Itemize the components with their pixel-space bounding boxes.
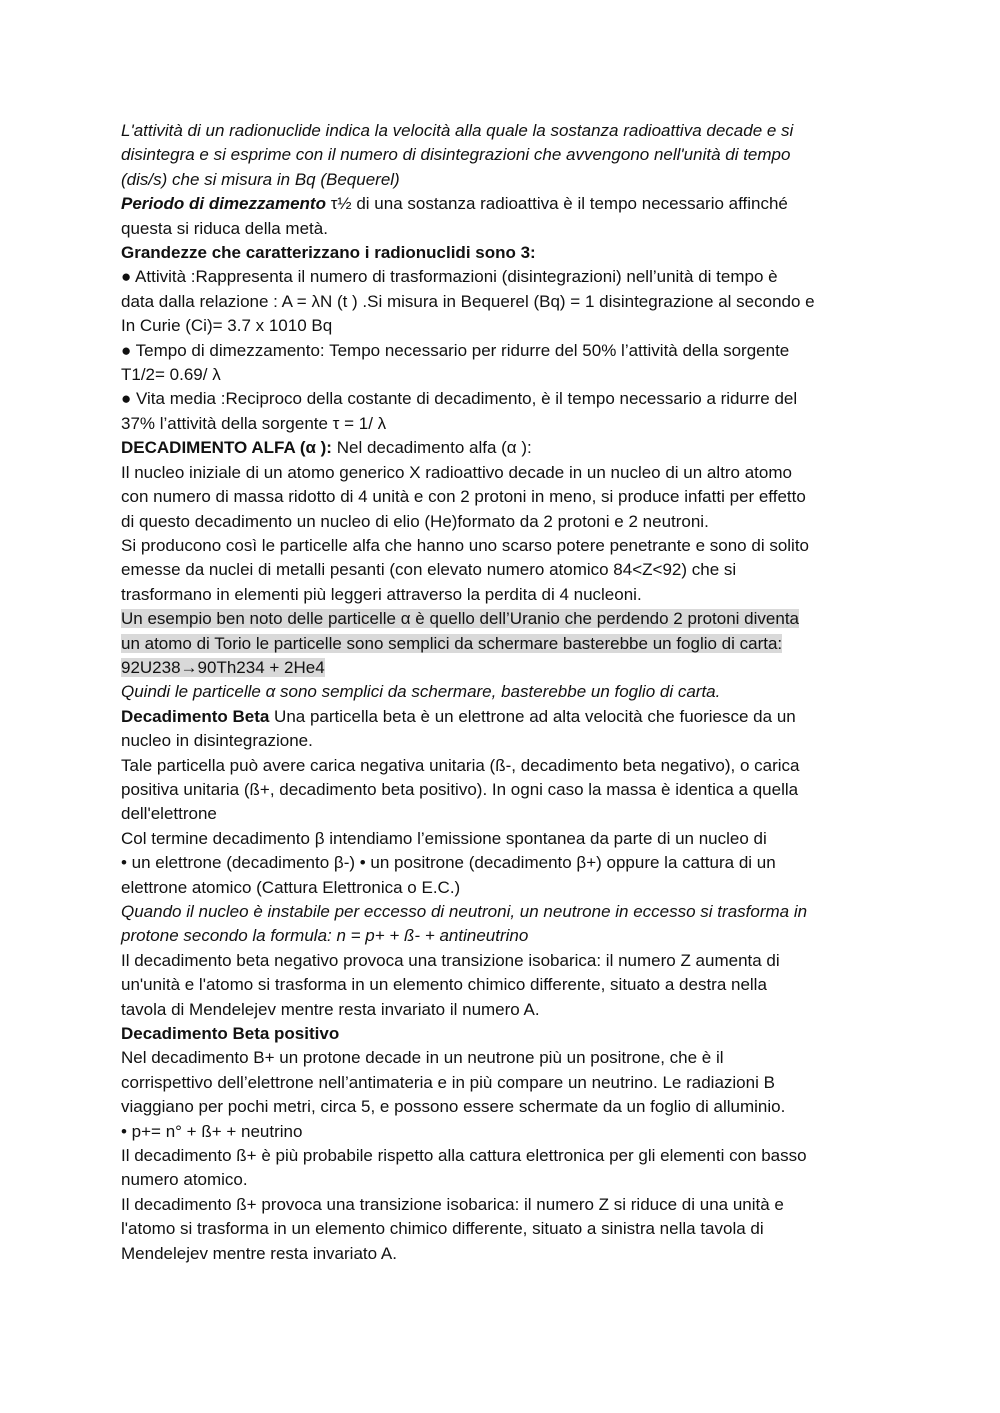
text-segment: Una particella beta è un elettrone ad alta velocità che fuoriesce da un (269, 706, 796, 726)
text-line: Mendelejev mentre resta invariato A. (121, 1243, 397, 1263)
text-line: Il decadimento ß+ provoca una transizione isobarica: il numero Z si riduce di una unità e (121, 1194, 784, 1214)
text-line: data dalla relazione : A = λN (t ) .Si misura in Bequerel (Bq) = 1 disintegrazione al secondo e (121, 291, 815, 311)
text-line: Si producono così le particelle alfa che hanno uno scarso potere penetrante e sono di solito (121, 535, 810, 555)
text-line (121, 192, 891, 216)
text-line: trasformano in elementi più leggeri attraverso la perdita di 4 nucleoni. (121, 584, 642, 604)
text-line: viaggiano per pochi metri, circa 5, e possono essere schermate da un foglio di alluminio. (121, 1097, 786, 1117)
text-line: un'unità e l'atomo si trasforma in un elemento chimico differente, situato a destra nella (121, 975, 767, 995)
text-line: disintegra e si esprime con il numero di disintegrazioni che avvengono nell'unità di tempo (121, 145, 791, 165)
term-periodo-dimezzamento: Periodo di dimezzamento (121, 194, 326, 214)
text-line: Il decadimento beta negativo provoca una transizione isobarica: il numero Z aumenta di (121, 950, 780, 970)
highlight: Un esempio ben noto delle particelle α è quello dell’Uranio che perdendo 2 protoni diventa (121, 609, 799, 629)
text-line: Quindi le particelle α sono semplici da schermare, basterebbe un foglio di carta. (121, 682, 721, 702)
text-line: ● Attività :Rappresenta il numero di trasformazioni (disintegrazioni) nell’unità di tempo è (121, 267, 778, 287)
text-line: T1/2= 0.69/ λ (121, 365, 221, 385)
document-body (121, 119, 891, 1266)
text-line: Col termine decadimento β intendiamo l’emissione spontanea da parte di un nucleo di (121, 828, 767, 848)
text-line: Tale particella può avere carica negativa unitaria (ß-, decadimento beta negativo), o carica (121, 755, 800, 775)
text-line: Nel decadimento B+ un protone decade in un neutrone più un positrone, che è il (121, 1048, 724, 1068)
highlighted-line (121, 607, 891, 631)
highlighted-line (121, 632, 891, 656)
text-line: numero atomico. (121, 1170, 248, 1190)
text-line: ● Vita media :Reciproco della costante di decadimento, è il tempo necessario a ridurre del (121, 389, 798, 409)
text-line: (dis/s) che si misura in Bq (Bequerel) (121, 169, 400, 189)
text-line: tavola di Mendelejev mentre resta invariato il numero A. (121, 999, 540, 1019)
text-line: emesse da nuclei di metalli pesanti (con elevato numero atomico 84<Z<92) che si (121, 560, 737, 580)
section-heading-decadimento-alfa: DECADIMENTO ALFA (α ): (121, 438, 332, 458)
text-segment: Nel decadimento alfa (α ): (331, 438, 532, 458)
text-line: ● Tempo di dimezzamento: Tempo necessario per ridurre del 50% l’attività della sorgente (121, 340, 790, 360)
section-heading-grandezze: Grandezze che caratterizzano i radionuclidi sono 3: (121, 243, 536, 263)
text-line: di questo decadimento un nucleo di elio (He)formato da 2 protoni e 2 neutroni. (121, 511, 709, 531)
section-heading-decadimento-beta: Decadimento Beta (121, 706, 270, 726)
text-line: • p+= n° + ß+ + neutrino (121, 1121, 303, 1141)
text-line: l'atomo si trasforma in un elemento chimico differente, situato a sinistra nella tavola di (121, 1219, 764, 1239)
text-line: Il decadimento ß+ è più probabile rispetto alla cattura elettronica per gli elementi con basso (121, 1146, 807, 1166)
text-line (121, 705, 891, 729)
text-line (121, 436, 891, 460)
text-line: nucleo in disintegrazione. (121, 731, 313, 751)
highlighted-line (121, 656, 891, 680)
text-line: In Curie (Ci)= 3.7 x 1010 Bq (121, 316, 333, 336)
text-line: Quando il nucleo è instabile per eccesso di neutroni, un neutrone in eccesso si trasforma in (121, 902, 808, 921)
text-line: Il nucleo iniziale di un atomo generico X radioattivo decade in un nucleo di un altro atomo (121, 462, 792, 482)
text-line: corrispettivo dell’elettrone nell’antimateria e in più compare un neutrino. Le radiazioni B (121, 1072, 775, 1092)
text-line: dell'elettrone (121, 804, 217, 824)
text-line: positiva unitaria (ß+, decadimento beta positivo). In ogni caso la massa è identica a quella (121, 779, 799, 799)
text-segment: τ½ di una sostanza radioattiva è il tempo necessario affinché (325, 194, 788, 214)
text-line: • un elettrone (decadimento β-) • un positrone (decadimento β+) oppure la cattura di un (121, 853, 776, 873)
text-line: questa si riduca della metà. (121, 218, 328, 238)
highlight-formula: 92U238→90Th234 + 2He4 (121, 657, 325, 677)
highlight: un atomo di Torio le particelle sono semplici da schermare basterebbe un foglio di carta: (121, 633, 783, 653)
section-heading-beta-positivo: Decadimento Beta positivo (121, 1024, 340, 1044)
text-line: L'attività di un radionuclide indica la velocità alla quale la sostanza radioattiva decade e si (121, 121, 794, 140)
text-line: protone secondo la formula: n = p+ + ß- + antineutrino (121, 926, 529, 946)
text-line: 37% l’attività della sorgente τ = 1/ λ (121, 413, 387, 433)
text-line: elettrone atomico (Cattura Elettronica o E.C.) (121, 877, 461, 897)
text-line: con numero di massa ridotto di 4 unità e con 2 protoni in meno, si produce infatti per effetto (121, 487, 806, 507)
